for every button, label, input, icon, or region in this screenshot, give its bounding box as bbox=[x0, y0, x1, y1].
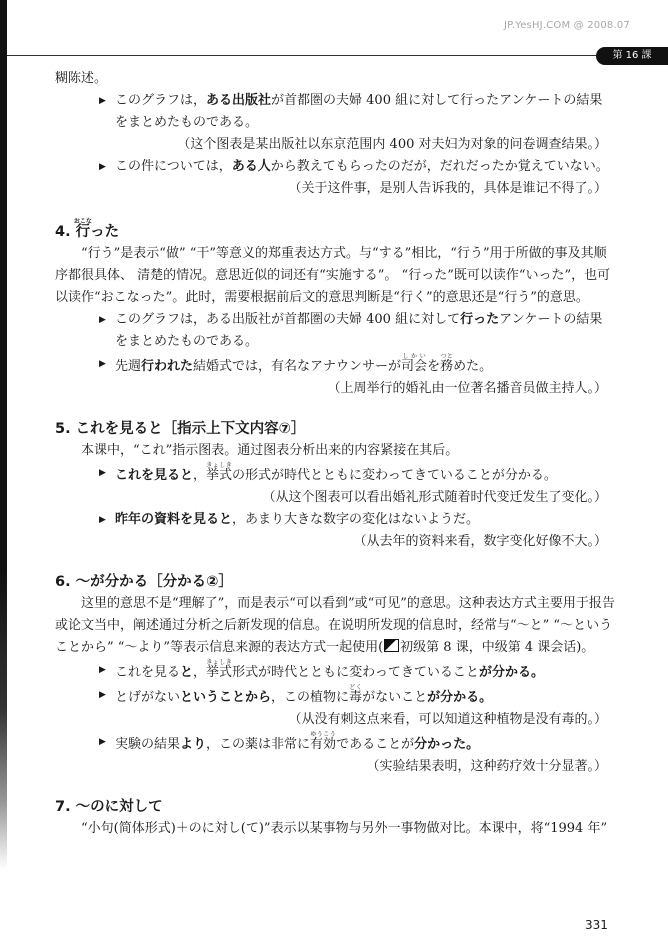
translation: （从去年的资料来看，数字变化好像不大。） bbox=[353, 534, 607, 549]
bullet-icon: ▶ bbox=[99, 468, 106, 478]
bullet-icon: ▶ bbox=[99, 690, 106, 700]
bullet-icon: ▶ bbox=[99, 359, 106, 369]
example-sentence: ▶ このグラフは，ある出版社が首都圏の夫婦 400 組に対して行ったアンケートの結果をまとめたものである。 bbox=[55, 309, 615, 353]
page-number: 331 bbox=[585, 918, 608, 932]
example-sentence: ▶ これを見ると，挙式きょしきの形式が時代とともに変わってきていることが分かる。 bbox=[99, 462, 557, 483]
translation: （这个图表是某出版社以东京范围内 400 对夫妇为对象的问卷调查结果。） bbox=[177, 137, 607, 152]
bullet-icon: ▶ bbox=[99, 737, 106, 747]
example-sentence: ▶ とげがないということから，この植物に毒どくがないことが分かる。 bbox=[99, 684, 493, 705]
section-heading-5: 5. これを見ると［指示上下文内容⑦］ bbox=[55, 421, 306, 437]
example-sentence: ▶ このグラフは，ある出版社が首都圏の夫婦 400 組に対して行ったアンケートの結果をまとめたものである。 bbox=[55, 90, 615, 134]
example-sentence: ▶ 先週行われた結婚式では，有名なアナウンサーが司会しかいを務つとめた。 bbox=[99, 353, 493, 374]
translation: （关于这件事，是别人告诉我的，具体是谁记不得了。） bbox=[288, 181, 607, 196]
bullet-icon: ▶ bbox=[99, 515, 106, 525]
watermark: JP.YesHJ.COM @ 2008.07 bbox=[504, 20, 630, 31]
section-body: 本课中，“これ”指示图表。通过图表分析出来的内容紧接在其后。 bbox=[81, 443, 459, 458]
example-sentence: ▶ この件については，ある人から教えてもらったのだが，だれだったか覚えていない。 bbox=[55, 156, 615, 178]
bullet-icon: ▶ bbox=[99, 665, 106, 675]
section-body: 这里的意思不是“理解了”，而是表示“可以看到”或“可见”的意思。这种表达方式主要用于报告或论文当中，阐述通过分析之后新发现的信息。在说明所发现的信息时，经常与“～と” “～ということから” “～より”等表示信息来源的表达方式一起使用( 初级第 8 课，中级第 4 课会话)。 bbox=[55, 596, 615, 655]
section-body: “行う”是表示“做” “干”等意义的郑重表达方式。与“する”相比，“行う”用于所做的事及其顺序都很具体、 清楚的情况。意思近似的词还有“实施する”。 “行った”既可以读作“いった”，也可以读作“おこなった”。此时，需要根据前后文的意思判断是“行く”的意思还是“行う”的意思。 bbox=[55, 246, 611, 305]
example-sentence: ▶ 昨年の資料を見ると，あまり大きな数字の変化はないようだ。 bbox=[55, 509, 615, 531]
intro-tail: 糊陈述。 bbox=[55, 71, 108, 86]
translation: （从没有刺这点来看，可以知道这种植物是没有毒的。） bbox=[288, 712, 607, 727]
translation: （实验结果表明，这种药疗效十分显著。） bbox=[366, 759, 607, 774]
example-sentence: ▶ これを見ると，挙式きょしき形式が時代とともに変わってきていることが分かる。 bbox=[99, 659, 544, 680]
bullet-icon: ▶ bbox=[99, 162, 106, 172]
book-reference-icon bbox=[384, 639, 399, 652]
section-body: “小句(简体形式)＋のに対し(て)”表示以某事物与另外一事物做对比。本课中，将“1994 年” bbox=[81, 821, 608, 836]
header-rule bbox=[7, 55, 608, 56]
translation: （上周举行的婚礼由一位著名播音员做主持人。） bbox=[327, 381, 607, 396]
section-heading-6: 6. ～が分かる［分かる②］ bbox=[55, 574, 233, 590]
scan-edge bbox=[0, 0, 7, 945]
page-content bbox=[55, 68, 615, 840]
section-heading-7: 7. ～のに対して bbox=[55, 799, 163, 815]
translation: （从这个图表可以看出婚礼形式随着时代变迁发生了变化。） bbox=[262, 490, 607, 505]
example-sentence: ▶ 実験の結果より，この薬は非常に有効ゆうこうであることが分かった。 bbox=[99, 731, 480, 752]
section-heading-4: 4. 行おこなった bbox=[55, 218, 120, 240]
bullet-icon: ▶ bbox=[99, 96, 106, 106]
bullet-icon: ▶ bbox=[99, 315, 106, 325]
lesson-tab: 第 16 課 bbox=[596, 47, 668, 65]
